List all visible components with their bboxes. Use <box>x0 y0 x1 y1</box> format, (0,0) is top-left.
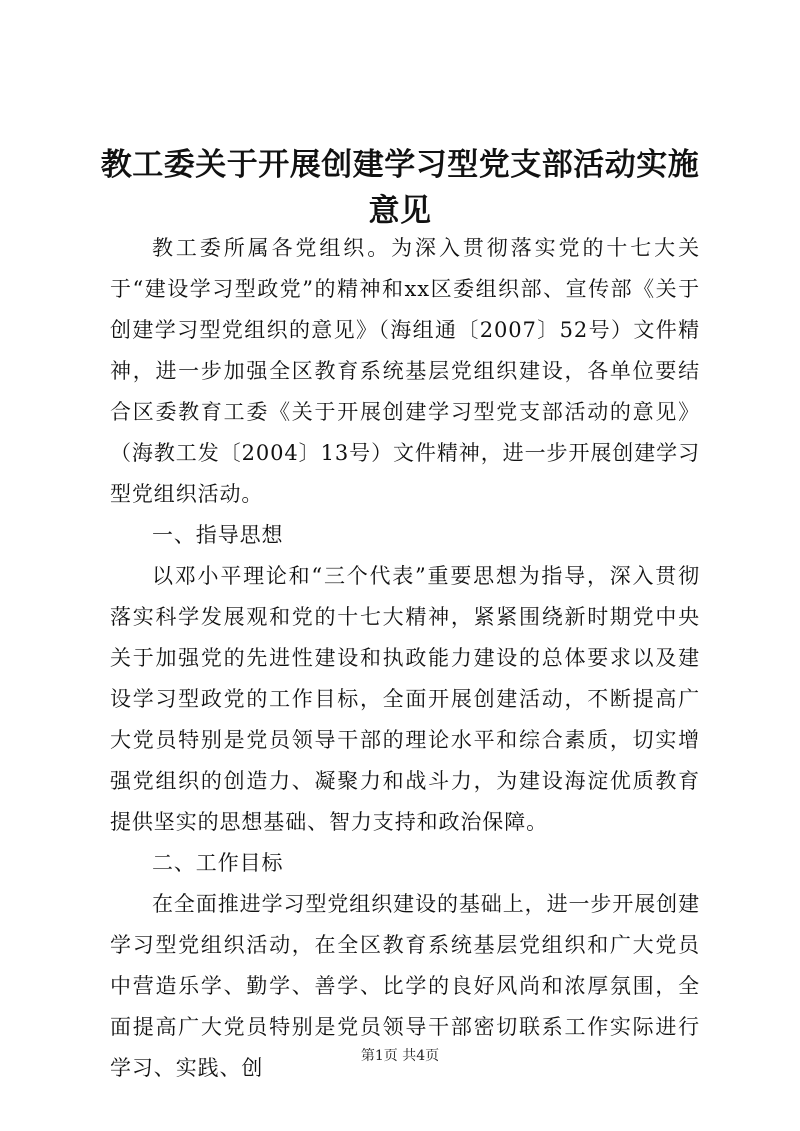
paragraph-intro: 教工委所属各党组织。为深入贯彻落实党的十七大关于“建设学习型政党”的精神和xx区委组织部、宣传部《关于创建学习型党组织的意见》（海组通〔2007〕52号）文件精神，进一步加强全区教育系统基层党组织建设，各单位要结合区委教育工委《关于开展创建学习型党支部活动的意见》（海教工发〔2004〕13号）文件精神，进一步开展创建学习型党组织活动。 <box>110 236 700 506</box>
paragraph-work-goals: 在全面推进学习型党组织建设的基础上，进一步开展创建学习型党组织活动，在全区教育系统基层党组织和广大党员中营造乐学、勤学、善学、比学的良好风尚和浓厚氛围，全面提高广大党员特别是党员领导干部密切联系工作实际进行学习、实践、创 <box>110 892 700 1080</box>
paragraph-guiding-ideology: 以邓小平理论和“三个代表”重要思想为指导，深入贯彻落实科学发展观和党的十七大精神，紧紧围绕新时期党中央关于加强党的先进性建设和执政能力建设的总体要求以及建设学习型政党的工作目标，全面开展创建活动，不断提高广大党员特别是党员领导干部的理论水平和综合素质，切实增强党组织的创造力、凝聚力和战斗力，为建设海淀优质教育提供坚实的思想基础、智力支持和政治保障。 <box>110 564 700 834</box>
section-heading-work-goals: 二、工作目标 <box>152 851 284 875</box>
page-footer: 第1页 共4页 <box>360 1048 440 1064</box>
section-heading-guiding-ideology: 一、指导思想 <box>152 523 284 547</box>
document-title: 教工委关于开展创建学习型党支部活动实施意见 <box>100 147 700 229</box>
document-body <box>110 228 700 1089</box>
